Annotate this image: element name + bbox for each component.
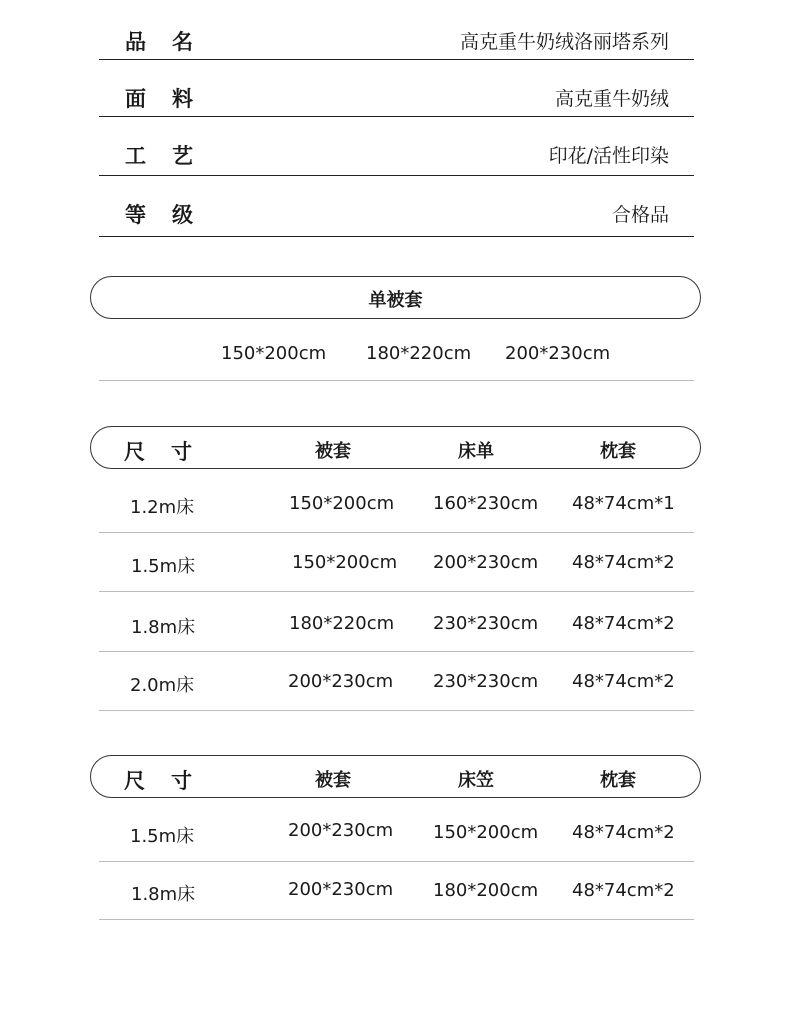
pillowcase-cell: 48*74cm*2 — [572, 880, 675, 901]
duvet-cell: 200*230cm — [288, 820, 394, 841]
header-sheet: 床单 — [458, 441, 494, 462]
fitted-sheet-cell: 150*200cm — [433, 822, 539, 843]
table-row — [99, 474, 694, 533]
duvet-cell: 200*230cm — [288, 671, 394, 692]
header-pillowcase: 枕套 — [600, 770, 636, 791]
pillowcase-cell: 48*74cm*2 — [572, 671, 675, 692]
spec-row-fabric — [99, 73, 694, 117]
spec-label — [125, 140, 219, 170]
duvet-size-option: 180*220cm — [366, 343, 472, 364]
spec-label-char: 面 — [125, 87, 146, 111]
spec-label-char: 工 — [125, 144, 146, 168]
bed-size-cell: 1.8m床 — [131, 617, 196, 638]
pillowcase-cell: 48*74cm*2 — [572, 552, 675, 573]
table-row — [99, 533, 694, 592]
pillowcase-cell: 48*74cm*2 — [572, 613, 675, 634]
table-row — [99, 862, 694, 920]
table-row — [99, 803, 694, 862]
header-fitted-sheet: 床笠 — [458, 770, 494, 791]
spec-row-name — [99, 16, 694, 60]
header-size-char: 寸 — [171, 440, 192, 464]
duvet-cell: 150*200cm — [289, 493, 395, 514]
header-size-char: 寸 — [171, 769, 192, 793]
single-duvet-title: 单被套 — [368, 290, 423, 311]
table2-header — [90, 755, 701, 798]
sheet-cell: 230*230cm — [433, 671, 539, 692]
header-size-char: 尺 — [124, 440, 145, 464]
spec-row-craft — [99, 130, 694, 176]
spec-value: 合格品 — [611, 204, 669, 226]
table1-header — [90, 426, 701, 469]
divider — [99, 380, 694, 381]
fitted-sheet-cell: 180*200cm — [433, 880, 539, 901]
sheet-cell: 200*230cm — [433, 552, 539, 573]
duvet-cell: 150*200cm — [292, 552, 398, 573]
sheet-cell: 230*230cm — [433, 613, 539, 634]
spec-value: 高克重牛奶绒洛丽塔系列 — [459, 31, 669, 53]
spec-label — [125, 83, 219, 113]
header-duvet: 被套 — [315, 770, 351, 791]
bed-size-cell: 1.8m床 — [131, 884, 196, 905]
header-pillowcase: 枕套 — [600, 441, 636, 462]
duvet-cell: 200*230cm — [288, 879, 394, 900]
spec-value: 印花/活性印染 — [548, 145, 669, 167]
spec-label-char: 品 — [125, 30, 146, 54]
duvet-size-option: 200*230cm — [505, 343, 611, 364]
header-size-char: 尺 — [124, 769, 145, 793]
spec-label — [125, 199, 219, 229]
pillowcase-cell: 48*74cm*1 — [572, 493, 675, 514]
header-duvet: 被套 — [315, 441, 351, 462]
bed-size-cell: 1.5m床 — [131, 556, 196, 577]
header-size — [124, 436, 218, 466]
table-row — [99, 652, 694, 711]
spec-label-char: 艺 — [172, 144, 193, 168]
spec-label — [125, 26, 219, 56]
bed-size-cell: 1.5m床 — [130, 826, 195, 847]
spec-label-char: 等 — [125, 203, 146, 227]
sheet-cell: 160*230cm — [433, 493, 539, 514]
table-row — [99, 592, 694, 652]
spec-label-char: 料 — [172, 87, 193, 111]
duvet-size-option: 150*200cm — [221, 343, 327, 364]
spec-label-char: 级 — [172, 203, 193, 227]
spec-label-char: 名 — [172, 30, 193, 54]
spec-row-grade — [99, 189, 694, 237]
duvet-cell: 180*220cm — [289, 613, 395, 634]
header-size — [124, 765, 218, 795]
spec-value: 高克重牛奶绒 — [554, 88, 669, 110]
bed-size-cell: 1.2m床 — [130, 497, 195, 518]
bed-size-cell: 2.0m床 — [130, 675, 195, 696]
single-duvet-header — [90, 276, 701, 319]
pillowcase-cell: 48*74cm*2 — [572, 822, 675, 843]
